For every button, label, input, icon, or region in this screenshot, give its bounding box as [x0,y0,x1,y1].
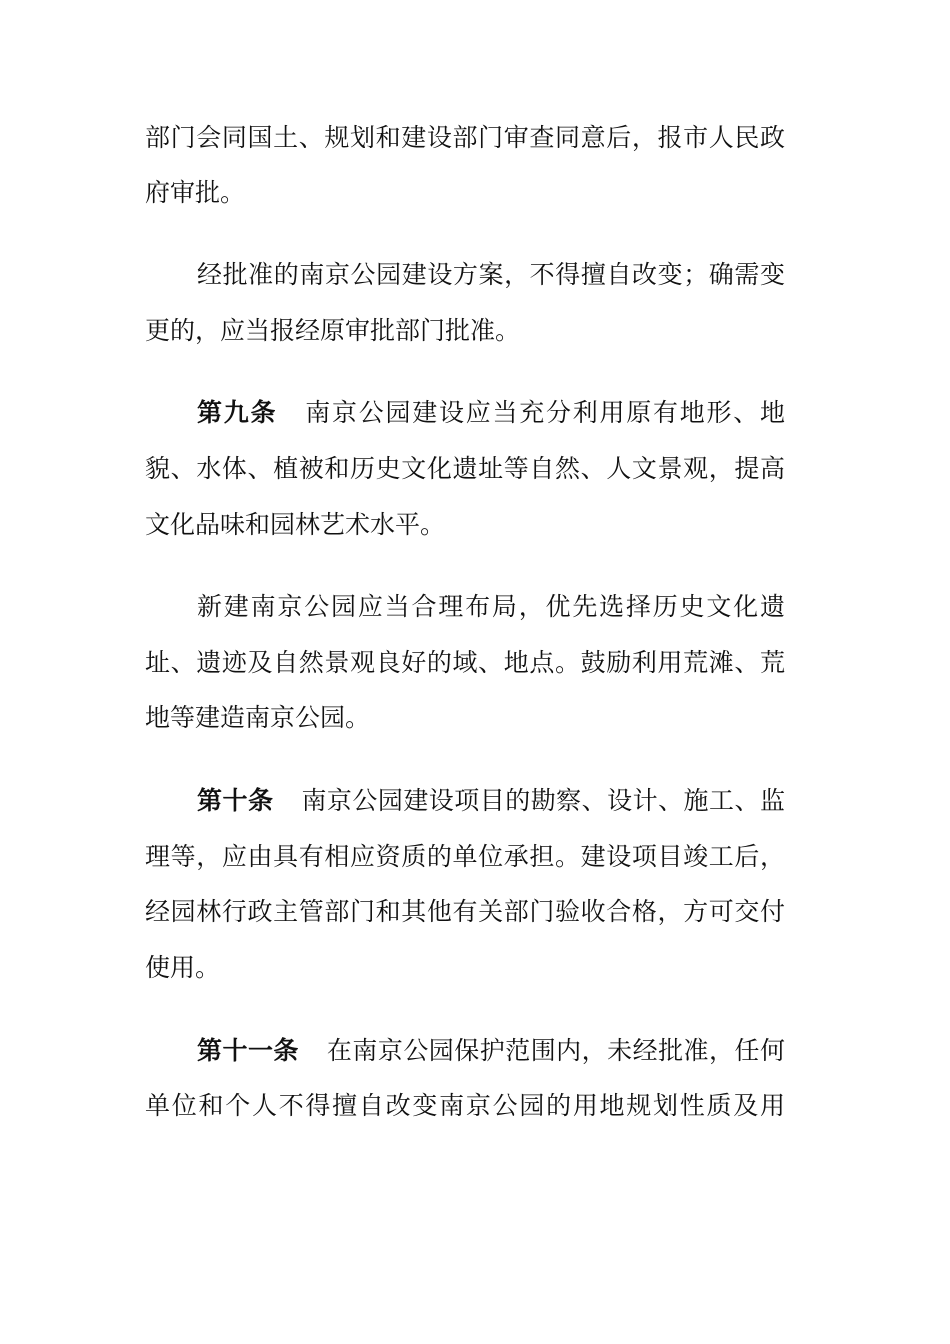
article-9-heading: 第九条 [197,398,278,427]
paragraph-line: 理等，应由具有相应资质的单位承担。建设项目竣工后， [145,842,785,871]
paragraph-line: 府审批。 [145,178,246,207]
paragraph-line: 新建南京公园应当合理布局，优先选择历史文化遗 [197,592,785,621]
paragraph-line: 文化品味和园林艺术水平。 [145,510,446,539]
paragraph-line: 经批准的南京公园建设方案，不得擅自改变；确需变 [197,260,785,289]
article-11-heading: 第十一条 [197,1036,299,1065]
paragraph-line: 貌、水体、植被和历史文化遗址等自然、人文景观，提高 [145,454,785,483]
article-9-line: 第九条 南京公园建设应当充分利用原有地形、地 [197,398,785,427]
article-11-line: 第十一条 在南京公园保护范围内，未经批准，任何 [197,1036,785,1065]
paragraph-line: 经园林行政主管部门和其他有关部门验收合格，方可交付 [145,897,785,926]
article-10-line: 第十条 南京公园建设项目的勘察、设计、施工、监 [197,786,785,815]
paragraph-line: 单位和个人不得擅自改变南京公园的用地规划性质及用 [145,1091,785,1120]
paragraph-line: 部门会同国土、规划和建设部门审查同意后，报市人民政 [145,123,785,152]
paragraph-line: 地等建造南京公园。 [145,703,371,732]
paragraph-line: 址、遗迹及自然景观良好的域、地点。鼓励利用荒滩、荒 [145,648,785,677]
paragraph-line: 更的，应当报经原审批部门批准。 [145,316,521,345]
paragraph-line: 使用。 [145,953,221,982]
article-10-heading: 第十条 [197,786,274,815]
